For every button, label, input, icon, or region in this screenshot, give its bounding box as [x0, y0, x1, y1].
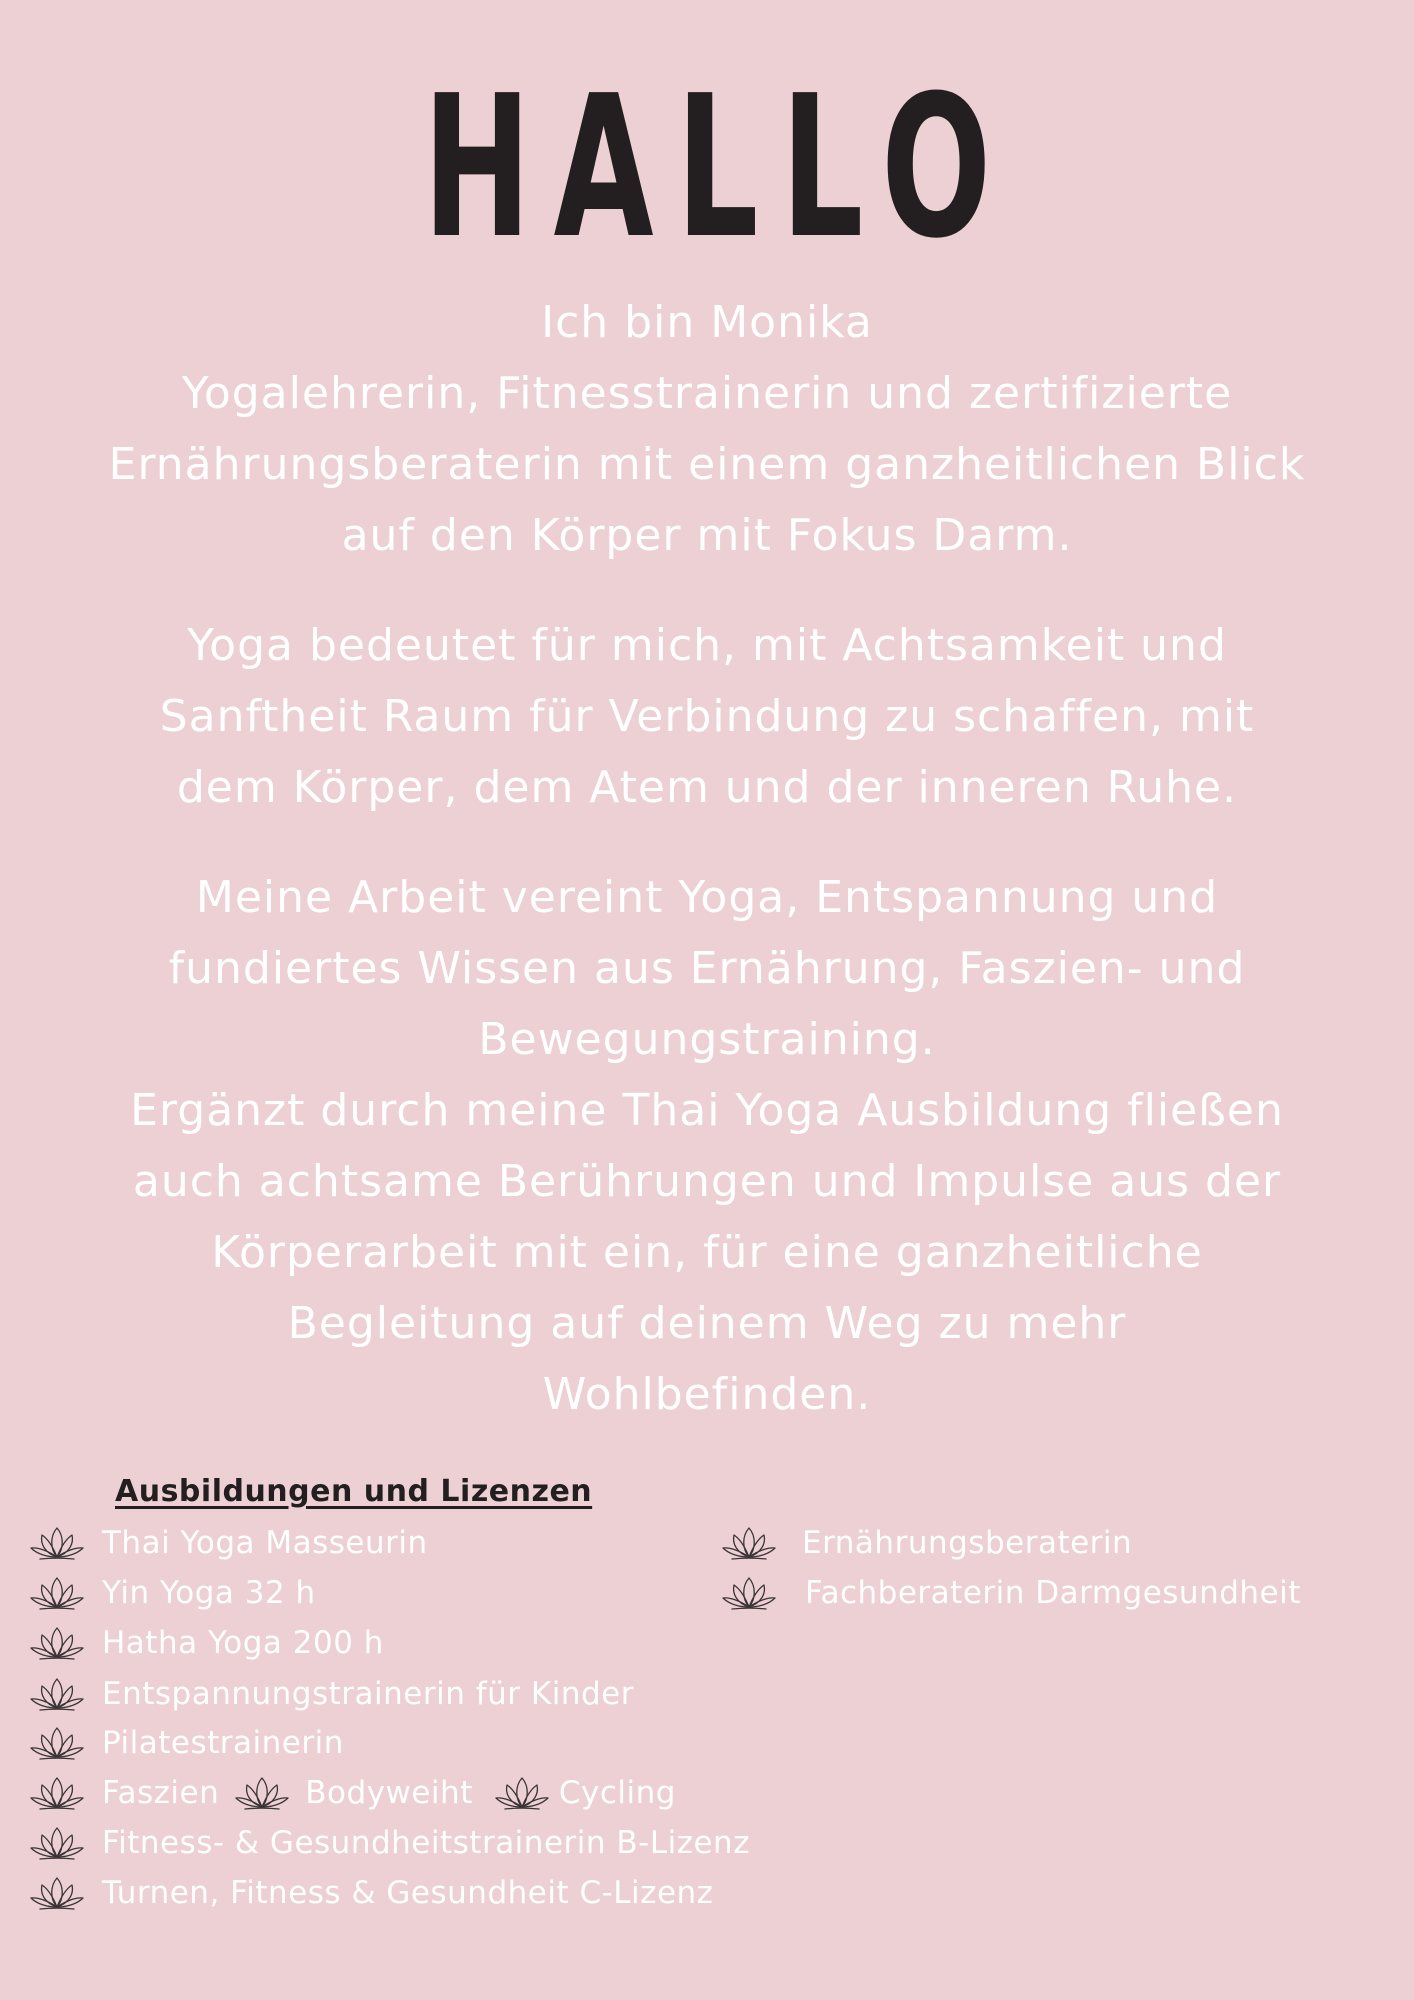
intro-paragraph-2	[40, 610, 1374, 823]
intro-line: dem Körper, dem Atem und der inneren Ruhe.	[176, 762, 1238, 813]
lotus-icon	[28, 1575, 86, 1611]
list-item	[720, 1523, 1132, 1563]
intro-line: Ernährungsberaterin mit einem ganzheitlichen Blick	[108, 439, 1306, 490]
list-item	[28, 1723, 344, 1763]
qualifications-heading: Ausbildungen und Lizenzen	[115, 1474, 593, 1509]
lotus-icon	[720, 1525, 778, 1561]
list-item	[720, 1573, 1301, 1613]
intro-line: Yogalehrerin, Fitnesstrainerin und zertifizierte	[181, 368, 1233, 419]
intro-line: Begleitung auf deinem Weg zu mehr	[287, 1298, 1127, 1349]
list-item-label: Yin Yoga 32 h	[102, 1575, 316, 1611]
intro-line: Sanftheit Raum für Verbindung zu schaffen, mit	[159, 691, 1255, 742]
list-item	[28, 1573, 316, 1613]
intro-line: Yoga bedeutet für mich, mit Achtsamkeit und	[187, 620, 1227, 671]
lotus-icon	[28, 1725, 86, 1761]
list-item-label: Faszien	[102, 1775, 220, 1811]
list-item	[28, 1623, 384, 1663]
lotus-icon	[720, 1575, 778, 1611]
lotus-icon	[28, 1875, 86, 1911]
list-item-label: Bodyweiht	[305, 1775, 473, 1811]
intro-line: auf den Körper mit Fokus Darm.	[341, 510, 1073, 561]
list-item	[28, 1873, 713, 1913]
list-item	[28, 1823, 750, 1863]
list-item-label: Ernährungsberaterin	[802, 1525, 1133, 1561]
intro-text	[40, 287, 1374, 1430]
intro-line: Meine Arbeit vereint Yoga, Entspannung und	[195, 872, 1219, 923]
intro-paragraph-1	[40, 287, 1374, 571]
lotus-icon	[493, 1775, 551, 1811]
lotus-icon	[233, 1775, 291, 1811]
lotus-icon	[28, 1676, 86, 1712]
list-item	[28, 1773, 676, 1813]
list-item-label: Fitness- & Gesundheitstrainerin B-Lizenz	[102, 1825, 750, 1861]
intro-line: Körperarbeit mit ein, für eine ganzheitliche	[211, 1227, 1203, 1278]
lotus-icon	[28, 1775, 86, 1811]
list-item-label: Fachberaterin Darmgesundheit	[805, 1575, 1301, 1611]
list-item-label: Cycling	[558, 1775, 676, 1811]
list-item-label: Turnen, Fitness & Gesundheit C-Lizenz	[102, 1875, 714, 1911]
intro-line: Bewegungstraining.	[478, 1014, 936, 1065]
list-item-label: Thai Yoga Masseurin	[102, 1525, 428, 1561]
list-item-label: Pilatestrainerin	[102, 1725, 344, 1761]
lotus-icon	[28, 1625, 86, 1661]
intro-line: Ich bin Monika	[541, 297, 873, 348]
intro-line: fundiertes Wissen aus Ernährung, Faszien- und	[168, 943, 1246, 994]
intro-line: Ergänzt durch meine Thai Yoga Ausbildung fließen	[130, 1085, 1284, 1136]
page-title: HALLO	[422, 54, 1014, 282]
intro-paragraph-3	[40, 862, 1374, 1430]
intro-line: auch achtsame Berührungen und Impulse aus der	[132, 1156, 1282, 1207]
list-item-label: Entspannungstrainerin für Kinder	[102, 1676, 634, 1712]
list-item-label: Hatha Yoga 200 h	[102, 1625, 384, 1661]
intro-line: Wohlbefinden.	[542, 1369, 872, 1420]
lotus-icon	[28, 1825, 86, 1861]
list-item	[28, 1523, 428, 1563]
list-item	[28, 1674, 634, 1714]
lotus-icon	[28, 1525, 86, 1561]
